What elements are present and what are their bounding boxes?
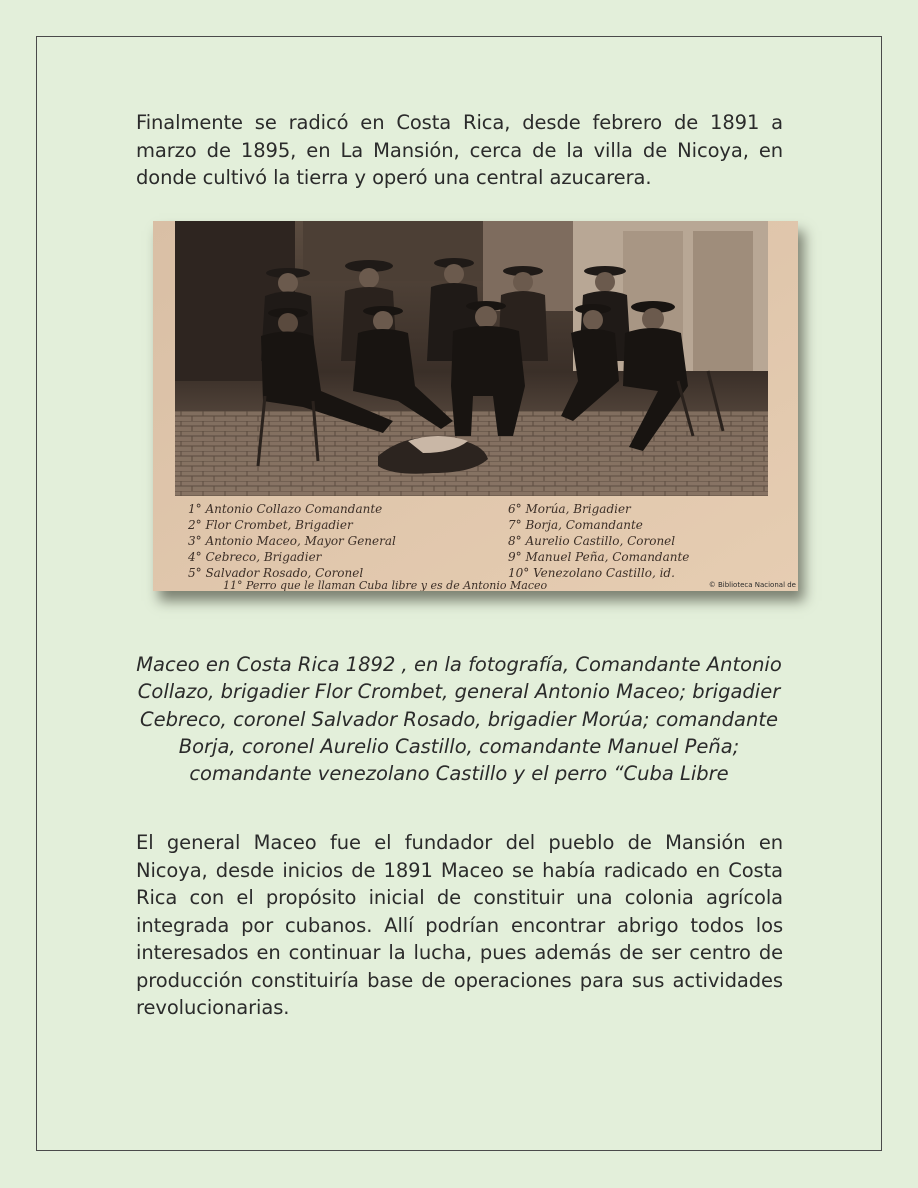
svg-text:5° Salvador Rosado, Coronel: 5° Salvador Rosado, Coronel: [188, 566, 364, 580]
photo-scene: [175, 221, 768, 496]
svg-text:3° Antonio Maceo, Mayor Genera: 3° Antonio Maceo, Mayor General: [188, 534, 396, 548]
svg-text:8° Aurelio Castillo, Coronel: 8° Aurelio Castillo, Coronel: [508, 534, 676, 548]
svg-text:11° Perro que le llaman Cuba l: 11° Perro que le llaman Cuba libre y es de Antonio Maceo: [223, 579, 548, 591]
photo-watermark: © Biblioteca Nacional de: [708, 581, 796, 589]
svg-text:6° Morúa, Brigadier: 6° Morúa, Brigadier: [508, 502, 631, 516]
intro-paragraph: Finalmente se radicó en Costa Rica, desde febrero de 1891 a marzo de 1895, en La Mansión, cerca de la villa de Nicoya, en donde cultivó la tierra y operó una central azucarera.: [136, 111, 783, 189]
historical-photo: [153, 221, 798, 591]
svg-text:7° Borja, Comandante: 7° Borja, Comandante: [508, 518, 643, 532]
svg-text:9° Manuel Peña, Comandante: 9° Manuel Peña, Comandante: [508, 550, 690, 564]
svg-text:4° Cebreco, Brigadier: 4° Cebreco, Brigadier: [188, 550, 322, 564]
svg-text:1° Antonio Collazo Comandante: 1° Antonio Collazo Comandante: [188, 502, 383, 516]
body-paragraph: El general Maceo fue el fundador del pueblo de Mansión en Nicoya, desde inicios de 1891 Maceo se había radicado en Costa Rica con el propósito inicial de constituir una colonia agrícola integrada por cubanos. Allí podrían encontrar abrigo todos los interesados en continuar la lucha, pues además de ser centro de producción constituiría base de operaciones para sus actividades revolucionarias.: [136, 831, 783, 1019]
svg-text:10° Venezolano Castillo, id.: 10° Venezolano Castillo, id.: [508, 566, 675, 580]
photo-caption: Maceo en Costa Rica 1892 , en la fotografía, Comandante Antonio Collazo, brigadier Flor Crombet, general Antonio Maceo; brigadier Cebreco, coronel Salvador Rosado, brigadier Morúa; comandante Borja, coronel Aurelio Castillo, comandante Manuel Peña; comandante venezolano Castillo y el perro “Cuba Libre: [136, 653, 782, 786]
svg-text:2° Flor Crombet, Brigadier: 2° Flor Crombet, Brigadier: [188, 518, 353, 532]
